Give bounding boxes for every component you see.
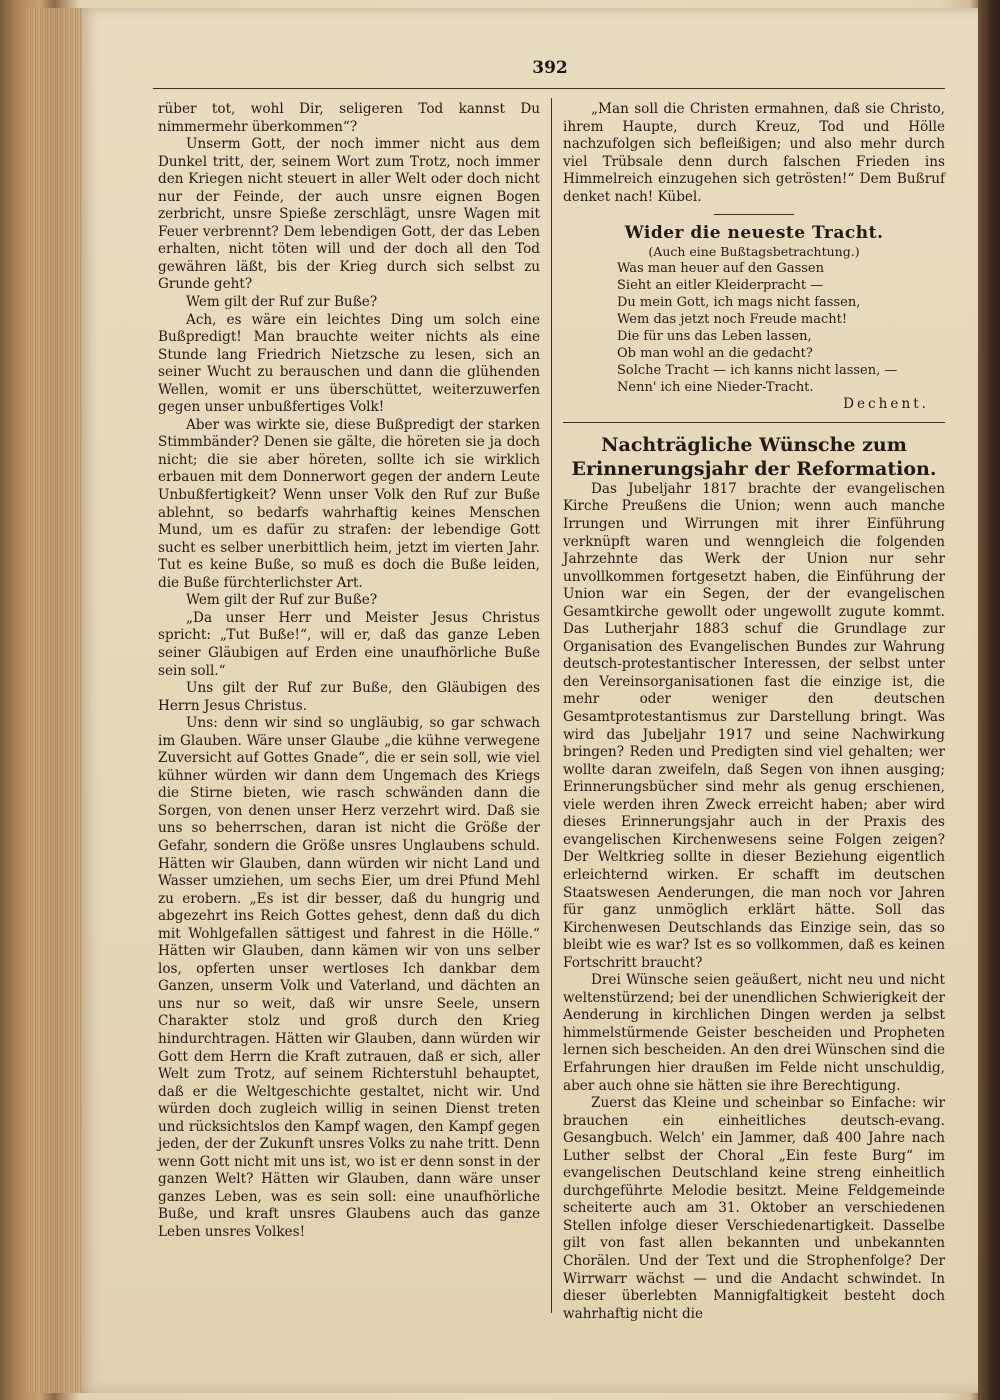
- poem-line: Ob man wohl an die gedacht?: [617, 346, 813, 362]
- left-paragraph: Ach, es wäre ein leichtes Ding um solch eine Bußpredigt! Man brauchte weiter nichts als eine Stunde lang Friedrich Nietzsche zu lesen, sich an seiner Wucht zu berauschen und dann die glühenden Wellen, womit er uns überschüttet, weiterzuwerfen gegen unser unbußfertiges Volk!: [158, 311, 540, 416]
- page-number: 392: [532, 58, 568, 78]
- poem-line: Du mein Gott, ich mags nicht fassen,: [617, 295, 861, 311]
- poem-line: Wem das jetzt noch Freude macht!: [617, 312, 848, 328]
- book-page-edges: [26, 8, 84, 1393]
- left-paragraph: Unserm Gott, der noch immer nicht aus dem Dunkel tritt, der, seinem Wort zum Trotz, noch immer den Kriegen nicht steuert in aller Welt oder doch nicht nur der Feinde, der auch unsre eignen Bogen zerbricht, unsre Spieße zerschlägt, unsre Wagen mit Feuer verbrennt? Dem lebendigen Gott, der das Leben erhalten, nicht töten will und der doch all den Tod gewähren läßt, bis der Krieg durch sich selbst zu Grunde geht?: [158, 136, 540, 293]
- section-rule: [563, 422, 945, 423]
- poem-line: Nenn' ich eine Nieder-Tracht.: [617, 380, 814, 396]
- poem-line: Solche Tracht — ich kanns nicht lassen, —: [617, 363, 898, 379]
- right-intro-quote: „Man soll die Christen ermahnen, daß sie Christo, ihrem Haupte, durch Kreuz, Tod und Hölle nachzufolgen sich befleißigen; und also mehr durch viel Trübsale denn durch falschen Frieden ins Himmelreich einzugehen sich getrösten!“ Dem Bußruf denket nach! Kübel.: [563, 101, 945, 205]
- article-paragraph: Das Jubeljahr 1817 brachte der evangelischen Kirche Preußens die Union; wenn auch manche Irrungen und Wirrungen mit ihrer Einführung verknüpft waren und wenngleich die folgenden Jahrzehnte das Werk der Union nur sehr unvollkommen fortgesetzt haben, die Einführung der Union war ein Segen, der der evangelischen Gesamtkirche gewollt oder ungewollt zugute kommt. Das Lutherjahr 1883 schuf die Grundlage zur Organisation des Evangelischen Bundes zur Wahrung deutsch-protestantischer Interessen, der selbst unter den Vereinsorganisationen fast die einzige ist, die mehr oder weniger den deutschen Gesamtprotestantismus zur Darstellung bringt. Was wird das Jubeljahr 1917 und seine Nachwirkung bringen? Reden und Predigten sind viel gehalten; wer wollte daran zweifeln, daß Segen von ihnen ausging; Erinnerungsbücher sind mehr als genug erschienen, viele werden ihren Zweck erreicht haben; aber wird dieses Erinnerungsjahr auch in der Praxis des evangelischen Kirchenwesens seine Folgen zeigen? Der Weltkrieg sollte in dieser Beziehung eigentlich erleichternd wirken. Er schafft im deutschen Staatswesen Aenderungen, die man noch vor Jahren für ganz unmöglich erklärt hätte. Soll das Kirchenwesen Deutschlands das Einzige sein, das so bleibt wie es war? Ist es so vollkommen, daß es keinen Fortschritt braucht?: [563, 480, 945, 971]
- poem-line: Die für uns das Leben lassen,: [617, 329, 812, 345]
- left-paragraph: Uns gilt der Ruf zur Buße, den Gläubigen des Herrn Jesus Christus.: [158, 680, 540, 714]
- article-paragraph: Zuerst das Kleine und scheinbar so Einfache: wir brauchen ein einheitliches deutsch-evang. Gesangbuch. Welch' ein Jammer, daß 400 Jahre nach Luther selbst der Choral „Ein feste Burg“ im evangelischen Deutschland keine streng einheitlich durchgeführte Melodie besitzt. Meine Feldgemeinde scheiterte auch am 31. Oktober an verschiedenen Stellen infolge dieser Verschiedenartigkeit. Dasselbe gilt von fast allen bekannten und unbekannten Chorälen. Und der Text und die Strophenfolge? Der Wirrwarr wächst — und die Andacht schwindet. In dieser überlebten Mannigfaltigkeit besteht doch wahrhaftig nicht die: [563, 1095, 945, 1322]
- left-column: [158, 101, 540, 1242]
- article-paragraph: Drei Wünsche seien geäußert, nicht neu und nicht weltenstürzend; bei der unendlichen Schwierigkeit der Aenderung in kirchlichen Dingen werden ja selbst himmelstürmende Geister bescheiden und Propheten lernen sich bescheiden. An den drei Wünschen sind die Erfahrungen hier draußen im Felde nicht unschuldig, aber auch ohne sie hätten sie ihre Berechtigung.: [563, 972, 945, 1094]
- poem-body: [563, 260, 945, 396]
- column-divider: [551, 98, 552, 1313]
- poem-line: Sieht an eitler Kleiderpracht —: [617, 278, 824, 294]
- header-rule: [153, 88, 945, 89]
- article-title: Nachträgliche Wünsche zum Erinnerungsjahr der Reformation.: [571, 433, 937, 480]
- left-quote: „Da unser Herr und Meister Jesus Christus spricht: „Tut Buße!“, will er, daß das ganze Leben seiner Gläubigen auf Erden eine unaufhörliche Buße sein soll.“: [158, 609, 540, 679]
- book-spine-shadow: [978, 0, 1000, 1400]
- poem-subtitle: (Auch eine Bußtagsbetrachtung.): [648, 243, 860, 259]
- poem-line: Was man heuer auf den Gassen: [617, 261, 824, 277]
- left-refrain: Wem gilt der Ruf zur Buße?: [186, 592, 378, 609]
- left-refrain: Wem gilt der Ruf zur Buße?: [186, 294, 378, 311]
- poem-title: Wider die neueste Tracht.: [624, 223, 884, 244]
- left-paragraph: Uns: denn wir sind so ungläubig, so gar schwach im Glauben. Wäre unser Glaube „die kühne verwegene Zuversicht auf Gottes Gnade“, die er sein soll, wie viel kühner würden wir dann dem Ungemach des Kriegs die Stirne bieten, wie rasch schwänden dann die Sorgen, von denen unser Herz verzehrt wird. Daß sie uns so beherrschen, daran ist nicht die Größe der Gefahr, sondern die Größe unsres Unglaubens schuld. Hätten wir Glauben, dann würden wir nicht Land und Wasser umziehen, um sechs Eier, um drei Pfund Mehl zu erobern. „Es ist dir besser, daß du hungrig und abgezehrt ins Reich Gottes gehest, denn daß du dich mit Wohlgefallen sättigest und fahrest in die Hölle.“ Hätten wir Glauben, dann kämen wir von uns selber los, opferten unser wertloses Ich dankbar dem Ganzen, unserm Volk und Vaterland, und dächten an uns nur so weit, daß wir unsre Seele, unsern Charakter stolz und groß durch den Krieg hindurchtragen. Hätten wir Glauben, dann würden wir Gott dem Herrn die Kraft zutrauen, daß er sich, aller Welt zum Trotz, auf seinem Richterstuhl behauptet, daß er die Weltgeschichte gestaltet, nicht wir. Und würden doch zugleich willig in seinen Dienst treten und rücksichtslos den Kampf wagen, den Kampf gegen jeden, der der Zukunft unsres Volks zu nahe tritt. Denn wenn Gott nicht mit uns ist, wo ist er denn sonst in der ganzen Welt? Hätten wir Glauben, dann wäre unser ganzes Leben, was es sein soll: eine unaufhörliche Buße, und kraft unsres Glaubens auch das ganze Leben unsres Volkes!: [158, 715, 540, 1240]
- section-rule: [714, 214, 794, 215]
- right-column: [563, 101, 945, 1323]
- poem-author: Dechent.: [843, 396, 929, 413]
- left-paragraph: Aber was wirkte sie, diese Bußpredigt der starken Stimmbänder? Denen sie gälte, die höreten sie ja doch nicht; die sie aber höreten, sollte ich sie wirklich erbauen mit dem Donnerwort gegen der andern Leute Unbußfertigkeit? Wenn unser Volk den Ruf zur Buße ablehnt, so bedarfs wahrhaftig keines Menschen Mund, um es dafür zu strafen: der lebendige Gott sucht es selber unerbittlich heim, jetzt im vierten Jahr. Tut es keine Buße, so muß es doch die Buße leiden, die Buße fürchterlichster Art.: [158, 416, 540, 591]
- left-paragraph: rüber tot, wohl Dir, seligeren Tod kannst Du nimmermehr überkommen“?: [158, 101, 540, 135]
